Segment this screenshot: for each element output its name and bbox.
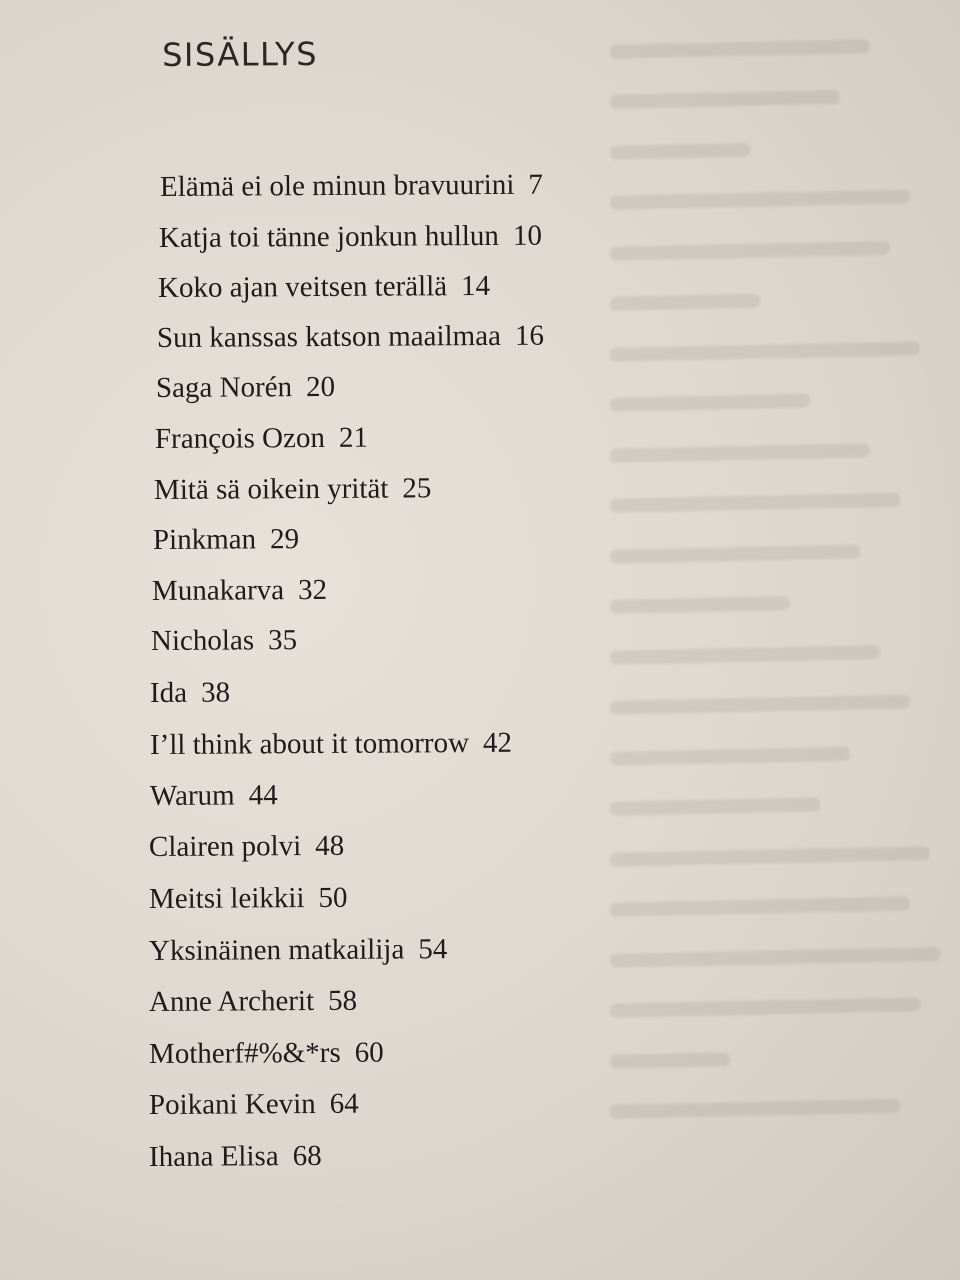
toc-entry-page: 7 [528,168,543,201]
toc-entry [156,370,335,405]
toc-entry-page: 48 [315,829,345,862]
toc-entry-title: Poikani Kevin [148,1087,316,1121]
toc-entry [149,1036,384,1071]
toc-entry [150,778,278,813]
toc-entry [158,269,490,305]
toc-entry-title: Mitä sä oikein yrität [153,472,389,506]
page-title: SISÄLLYS [162,34,319,74]
toc-entry-title: Meitsi leikkii [148,882,305,915]
toc-entry-title: Pinkman [152,523,257,556]
toc-entry-title: Elämä ei ole minun bravuurini [159,168,515,203]
toc-entry-page: 20 [305,370,336,404]
toc-entry [160,168,543,204]
bleed-through-texture [610,16,960,1204]
toc-entry [149,932,447,968]
toc-entry [150,676,230,710]
toc-entry-title: Koko ajan veitsen terällä [157,270,448,304]
toc-entry-title: Sun kanssas katson maailmaa [156,319,502,354]
toc-entry-title: Katja toi tänne jonkun hullun [158,219,499,254]
toc-entry-title: Ihana Elisa [148,1140,279,1173]
toc-entry-page: 38 [200,676,231,709]
toc-entry-title: Saga Norén [155,371,293,404]
toc-entry-page: 64 [329,1087,359,1120]
toc-entry [149,829,344,864]
toc-entry-title: Warum [149,779,235,812]
toc-entry-title: Motherf#%&*rs [148,1036,341,1070]
toc-entry-page: 44 [248,779,278,812]
toc-entry-page: 54 [418,933,448,966]
toc-entry [155,421,368,456]
toc-entry [149,984,357,1019]
toc-entry-page: 21 [338,421,369,454]
toc-entry [149,1139,322,1174]
toc-entry-page: 32 [297,573,328,607]
toc-entry-page: 50 [318,881,348,914]
toc-entry-page: 60 [354,1036,384,1069]
toc-entry [152,573,327,608]
toc-entry [153,522,299,557]
toc-entry-title: Ida [149,676,188,709]
toc-entry [149,881,348,916]
toc-entry-title: Nicholas [150,624,255,657]
toc-entry [151,623,297,658]
toc-entry-page: 10 [512,219,542,252]
toc-entry [157,319,544,355]
toc-entry [159,219,542,255]
toc-entry-title: François Ozon [154,421,326,455]
toc-entry-page: 42 [482,726,513,759]
toc-entry-page: 35 [267,624,298,657]
toc-entry-title: Yksinäinen matkailija [148,933,405,967]
toc-entry [150,726,512,762]
toc-entry [149,1087,359,1122]
toc-entry-title: Clairen polvi [148,830,302,863]
toc-entry [154,471,432,507]
toc-entry-page: 29 [270,523,300,556]
toc-entry-title: Munakarva [151,574,285,607]
toc-entry-title: Anne Archerit [148,984,315,1018]
toc-entry-page: 16 [514,319,545,352]
toc-entry-page: 68 [292,1139,322,1173]
toc-entry-page: 58 [327,984,358,1017]
toc-entry-page: 14 [460,269,491,303]
toc-entry-title: I’ll think about it tomorrow [149,727,470,761]
toc-entry-page: 25 [402,472,432,505]
